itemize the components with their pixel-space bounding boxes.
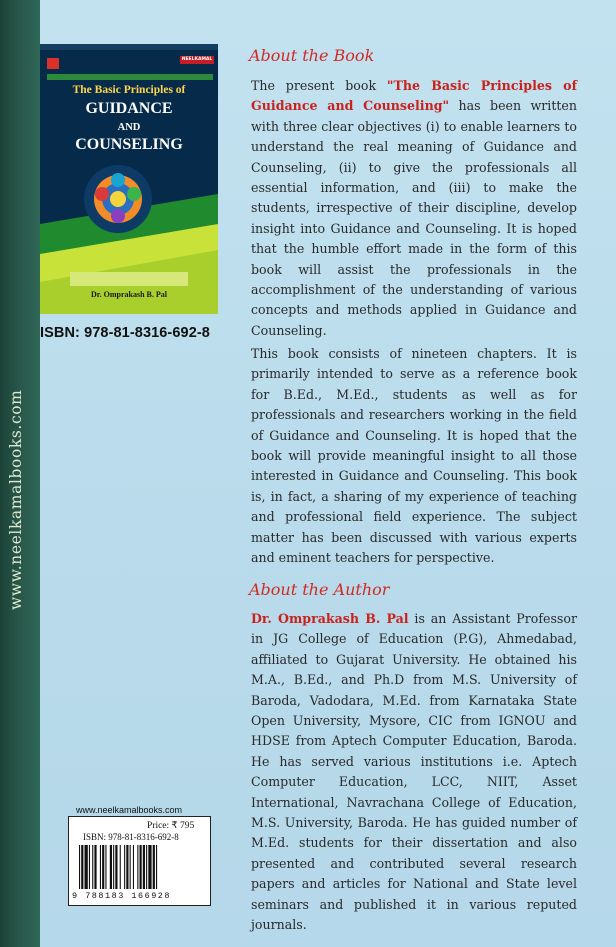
barcode-bar — [102, 845, 104, 889]
barcode-bar — [140, 845, 142, 889]
isbn-label: ISBN: 978-81-8316-692-8 — [40, 325, 210, 341]
barcode-bar — [92, 845, 93, 889]
barcode-bar — [89, 845, 90, 889]
barcode-bar — [133, 845, 134, 889]
barcode-bar — [137, 845, 138, 889]
cover-title-line2: GUIDANCE — [85, 100, 173, 117]
barcode-bar — [94, 845, 96, 889]
price-label: Price: ₹ 795 — [147, 821, 195, 831]
cover-title-line3: AND — [117, 122, 141, 133]
barcode-bar — [148, 845, 151, 889]
barcode-bar — [153, 845, 155, 889]
barcode-isbn: ISBN: 978-81-8316-692-8 — [83, 832, 179, 842]
publisher-badge: NEELKAMAL — [181, 57, 213, 62]
publisher-logo-icon — [47, 58, 59, 69]
barcode-bar — [156, 845, 157, 889]
about-book-body: has been written with three clear objectives (i) to enable learners to understand the real meaning of Guidance and Counseling, (ii) to give the professionals all essential information, and (iii) to make the students, irrespective of their discipline, develop insight into Guidance and Counseling. It is hoped that the humble effort made in the form of this book will assist the professionals in the accomplishment of the understanding of various concepts and methods applied in Guidance and Counseling. — [251, 98, 577, 338]
about-book-lead: The present book — [251, 78, 387, 93]
author-name: Dr. Omprakash B. Pal — [251, 611, 409, 626]
barcode-bar — [120, 845, 121, 889]
barcode-bar — [130, 845, 131, 889]
cover-title-line4: COUNSELING — [75, 136, 183, 153]
cover-author: Dr. Omprakash B. Pal — [91, 290, 167, 299]
cover-green-band — [47, 74, 213, 80]
barcode-bar — [81, 845, 83, 889]
cover-title-line1: The Basic Principles of — [72, 84, 186, 96]
barcode-bar — [79, 845, 80, 889]
barcode-bar — [100, 845, 101, 889]
about-author-heading: About the Author — [249, 580, 390, 599]
barcode-url: www.neelkamalbooks.com — [76, 805, 183, 815]
author-bio: is an Assistant Professor in JG College of Education (P.G), Ahmedabad, affiliated to Gujarat University. He obtained his M.A., B.Ed., and Ph.D from M.S. University of Baroda, Vadodara, M.Ed. from Karnataka State Open University, Mysore, CIC from IGNOU and HDSE from Aptech Computer Education, Baroda. He has served various institutions i.e. Aptech Computer Education, LCC, NIIT, Asset International, Navrachana College of Education, M.S. University, Baroda. He has guided number of M.Ed. students for their dissertation and also presented and contributed several research papers and articles for National and State level seminars and published it in various reputed journals. — [251, 611, 578, 933]
barcode-digits: 9 788183 166928 — [72, 891, 172, 901]
spine-url — [7, 584, 25, 610]
barcode-bar — [85, 845, 88, 889]
about-book-title: "The Basic Principles of Guidance and Counseling" — [251, 78, 577, 114]
barcode-bar — [113, 845, 114, 889]
barcode-bars — [79, 845, 203, 889]
about-book-paragraph-2: This book consists of nineteen chapters. It is primarily intended to serve as a reference book for B.Ed., M.Ed., students as well as for professionals and researchers working in the field of Guidance and Counseling. It is hoped that the book will provide meaningful insight to all those interested in Guidance and Counseling. This book is, in fact, a sharing of my experience of teaching and professional field experience. The subject matter has been discussed with various experts and eminent teachers for perspective. — [251, 346, 577, 566]
cover-thumbnail — [40, 44, 218, 314]
cover-top-stripe — [40, 44, 218, 50]
barcode-bar — [115, 845, 117, 889]
about-book-heading: About the Book — [249, 46, 375, 65]
barcode-bar — [124, 845, 125, 889]
about-author-paragraph — [251, 609, 577, 936]
barcode-bar — [110, 845, 112, 889]
barcode-bar — [146, 845, 147, 889]
barcode-box — [68, 816, 211, 906]
about-book-paragraph-1 — [251, 76, 577, 341]
barcode-bar — [143, 845, 145, 889]
barcode-bar — [126, 845, 128, 889]
barcode-bar — [105, 845, 106, 889]
